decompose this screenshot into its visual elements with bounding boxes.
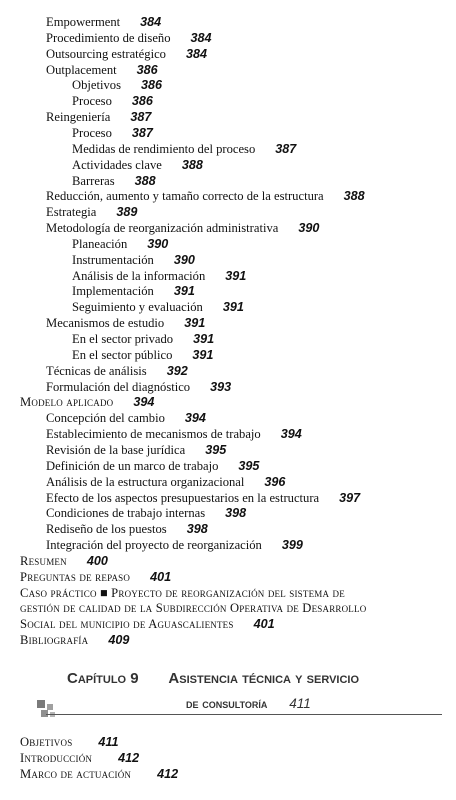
toc-entry-title: Proceso: [72, 94, 112, 109]
toc-entry: [72, 252, 195, 268]
toc-entry: [46, 410, 206, 426]
toc-entry-title: Modelo aplicado: [20, 395, 114, 410]
chapter-toc-entry-page: 412: [118, 751, 140, 765]
chapter-heading: [67, 670, 359, 687]
chapter-toc-entry: [20, 750, 139, 766]
toc-entry: [46, 188, 365, 204]
toc-entry-page: 388: [181, 157, 203, 172]
chapter-toc-entry-page: 412: [157, 767, 179, 781]
toc-entry: [20, 600, 366, 616]
toc-entry-title: Outplacement: [46, 62, 117, 77]
toc-entry: [46, 46, 207, 62]
toc-entry-page: 392: [166, 363, 188, 378]
toc-entry-page: 398: [186, 522, 208, 537]
toc-entry-page: 388: [343, 189, 365, 204]
toc-entry-page: 399: [281, 538, 303, 553]
chapter-toc-entry: [20, 766, 178, 782]
toc-entry: [72, 347, 213, 363]
toc-entry-page: 401: [150, 569, 172, 584]
toc-entry-page: 394: [184, 411, 206, 426]
toc-entry: [46, 442, 226, 458]
toc-entry: [72, 173, 156, 189]
toc-entry-page: 391: [225, 268, 247, 283]
toc-entry-title: Empowerment: [46, 15, 121, 29]
toc-entry: [72, 283, 195, 299]
toc-entry-title: Reducción, aumento y tamaño correcto de la estructura: [46, 189, 324, 204]
toc-entry-page: 409: [108, 633, 130, 648]
toc-entry: [20, 616, 275, 632]
toc-entry-page: 395: [238, 458, 260, 473]
toc-entry: [46, 30, 212, 46]
chapter-toc-entry-title: Objetivos: [20, 735, 73, 749]
toc-entry-page: 401: [253, 617, 275, 632]
toc-entry: [72, 141, 296, 157]
toc-entry: [20, 569, 171, 585]
toc-entry-title: Análisis de la información: [72, 268, 206, 283]
toc-entry-page: 386: [131, 94, 153, 109]
toc-entry-page: 397: [339, 490, 361, 505]
toc-entry-page: 396: [264, 474, 286, 489]
toc-entry-page: 394: [133, 395, 155, 410]
toc-entry-title: Seguimiento y evaluación: [72, 300, 203, 315]
toc-entry: [46, 379, 231, 395]
toc-entry: [20, 585, 345, 601]
toc-entry-page: 393: [210, 379, 232, 394]
toc-entry-page: 390: [173, 252, 195, 267]
toc-entry-title: Bibliografía: [20, 633, 89, 648]
toc-entry-title: Revisión de la base jurídica: [46, 442, 186, 457]
chapter-toc-entry-page: 411: [98, 735, 119, 749]
toc-entry-page: 394: [280, 427, 302, 442]
toc-entry-title: Rediseño de los puestos: [46, 522, 167, 537]
toc-entry-title: Planeación: [72, 236, 128, 251]
toc-entry-page: 384: [140, 15, 162, 29]
toc-entry-title: En el sector público: [72, 347, 173, 362]
toc-entry-title: Formulación del diagnóstico: [46, 379, 191, 394]
toc-entry: [46, 458, 259, 474]
toc-entry: [72, 77, 162, 93]
chapter-page-number: 411: [289, 696, 311, 711]
toc-entry-title: Técnicas de análisis: [46, 363, 147, 378]
toc-entry-page: 389: [116, 205, 138, 220]
toc-entry-title: Caso práctico ■ Proyecto de reorganización del sistema de: [20, 585, 345, 600]
toc-entry: [72, 125, 153, 141]
toc-entry-title: Análisis de la estructura organizacional: [46, 474, 245, 489]
toc-entry-title: Efecto de los aspectos presupuestarios en la estructura: [46, 490, 320, 505]
toc-entry-title: gestión de calidad de la Subdirección Operativa de Desarrollo: [20, 601, 367, 616]
toc-entry-title: Integración del proyecto de reorganización: [46, 538, 262, 553]
toc-entry: [72, 157, 203, 173]
toc-entry-title: Metodología de reorganización administrativa: [46, 221, 279, 236]
toc-entry-title: Objetivos: [72, 78, 121, 93]
toc-entry-title: Estrategia: [46, 205, 97, 220]
toc-entry: [46, 426, 302, 442]
toc-entry-title: Procedimiento de diseño: [46, 30, 171, 45]
toc-entry: [46, 204, 137, 220]
chapter-toc-entry: [20, 734, 118, 750]
toc-entry-page: 386: [136, 62, 158, 77]
toc-entry: [46, 537, 303, 553]
toc-entry-page: 391: [222, 300, 244, 315]
toc-entry: [72, 331, 214, 347]
chapter-divider: [46, 714, 442, 715]
toc-entry-title: Medidas de rendimiento del proceso: [72, 141, 256, 156]
toc-entry-title: Social del municipio de Aguascalientes: [20, 617, 234, 632]
toc-entry-title: Resumen: [20, 553, 67, 568]
toc-entry-title: Barreras: [72, 173, 115, 188]
toc-entry: [46, 363, 188, 379]
toc-entry-title: Proceso: [72, 125, 112, 140]
toc-entry-title: Establecimiento de mecanismos de trabajo: [46, 427, 261, 442]
toc-entry-page: 395: [205, 442, 227, 457]
toc-entry-page: 384: [185, 46, 207, 61]
toc-entry: [46, 14, 161, 30]
toc-entry-title: Actividades clave: [72, 157, 162, 172]
toc-entry-title: Implementación: [72, 284, 154, 299]
chapter-toc-entry-title: Introducción: [20, 751, 93, 765]
toc-entry-page: 391: [184, 316, 206, 331]
chapter-title-line2: de consultoría: [186, 696, 268, 711]
toc-entry: [20, 553, 108, 569]
chapter-heading-line2: [186, 696, 311, 711]
toc-entry-title: Definición de un marco de trabajo: [46, 458, 219, 473]
toc-entry: [46, 474, 285, 490]
toc-entry-title: Instrumentación: [72, 252, 154, 267]
toc-entry: [46, 109, 151, 125]
toc-entry: [20, 394, 154, 410]
toc-entry-page: 391: [193, 332, 215, 346]
toc-entry: [20, 632, 129, 648]
toc-entry-page: 384: [190, 30, 212, 45]
toc-entry-title: En el sector privado: [72, 332, 174, 346]
toc-entry-page: 386: [140, 78, 162, 93]
toc-entry-page: 398: [225, 506, 247, 521]
toc-entry-title: Preguntas de repaso: [20, 569, 131, 584]
toc-entry-title: Mecanismos de estudio: [46, 316, 165, 331]
toc-entry: [72, 236, 168, 252]
toc-entry: [46, 521, 208, 537]
toc-entry-page: 391: [173, 284, 195, 299]
toc-entry-page: 387: [130, 110, 152, 125]
toc-entry-title: Outsourcing estratégico: [46, 46, 166, 61]
toc-entry: [46, 62, 158, 78]
toc-entry: [72, 268, 246, 284]
toc-entry: [46, 315, 205, 331]
toc-entry-title: Concepción del cambio: [46, 411, 165, 426]
toc-entry: [46, 505, 246, 521]
toc-entry-page: 387: [275, 141, 297, 156]
chapter-label: Capítulo 9: [67, 670, 139, 687]
toc-entry-title: Condiciones de trabajo internas: [46, 506, 206, 521]
toc-entry: [46, 490, 360, 506]
toc-entry-page: 391: [192, 347, 214, 362]
chapter-title-line1: Asistencia técnica y servicio: [168, 670, 360, 687]
toc-entry-page: 400: [86, 553, 108, 568]
toc-entry-page: 388: [134, 173, 156, 188]
toc-entry: [72, 93, 153, 109]
toc-entry-page: 387: [131, 125, 153, 140]
chapter-toc-entry-title: Marco de actuación: [20, 767, 132, 781]
toc-entry-title: Reingeniería: [46, 110, 111, 125]
toc-entry: [72, 299, 244, 315]
chapter-logo-icon: [37, 700, 57, 718]
toc-entry-page: 390: [147, 236, 169, 251]
toc-entry-page: 390: [298, 221, 320, 236]
toc-entry: [46, 220, 319, 236]
